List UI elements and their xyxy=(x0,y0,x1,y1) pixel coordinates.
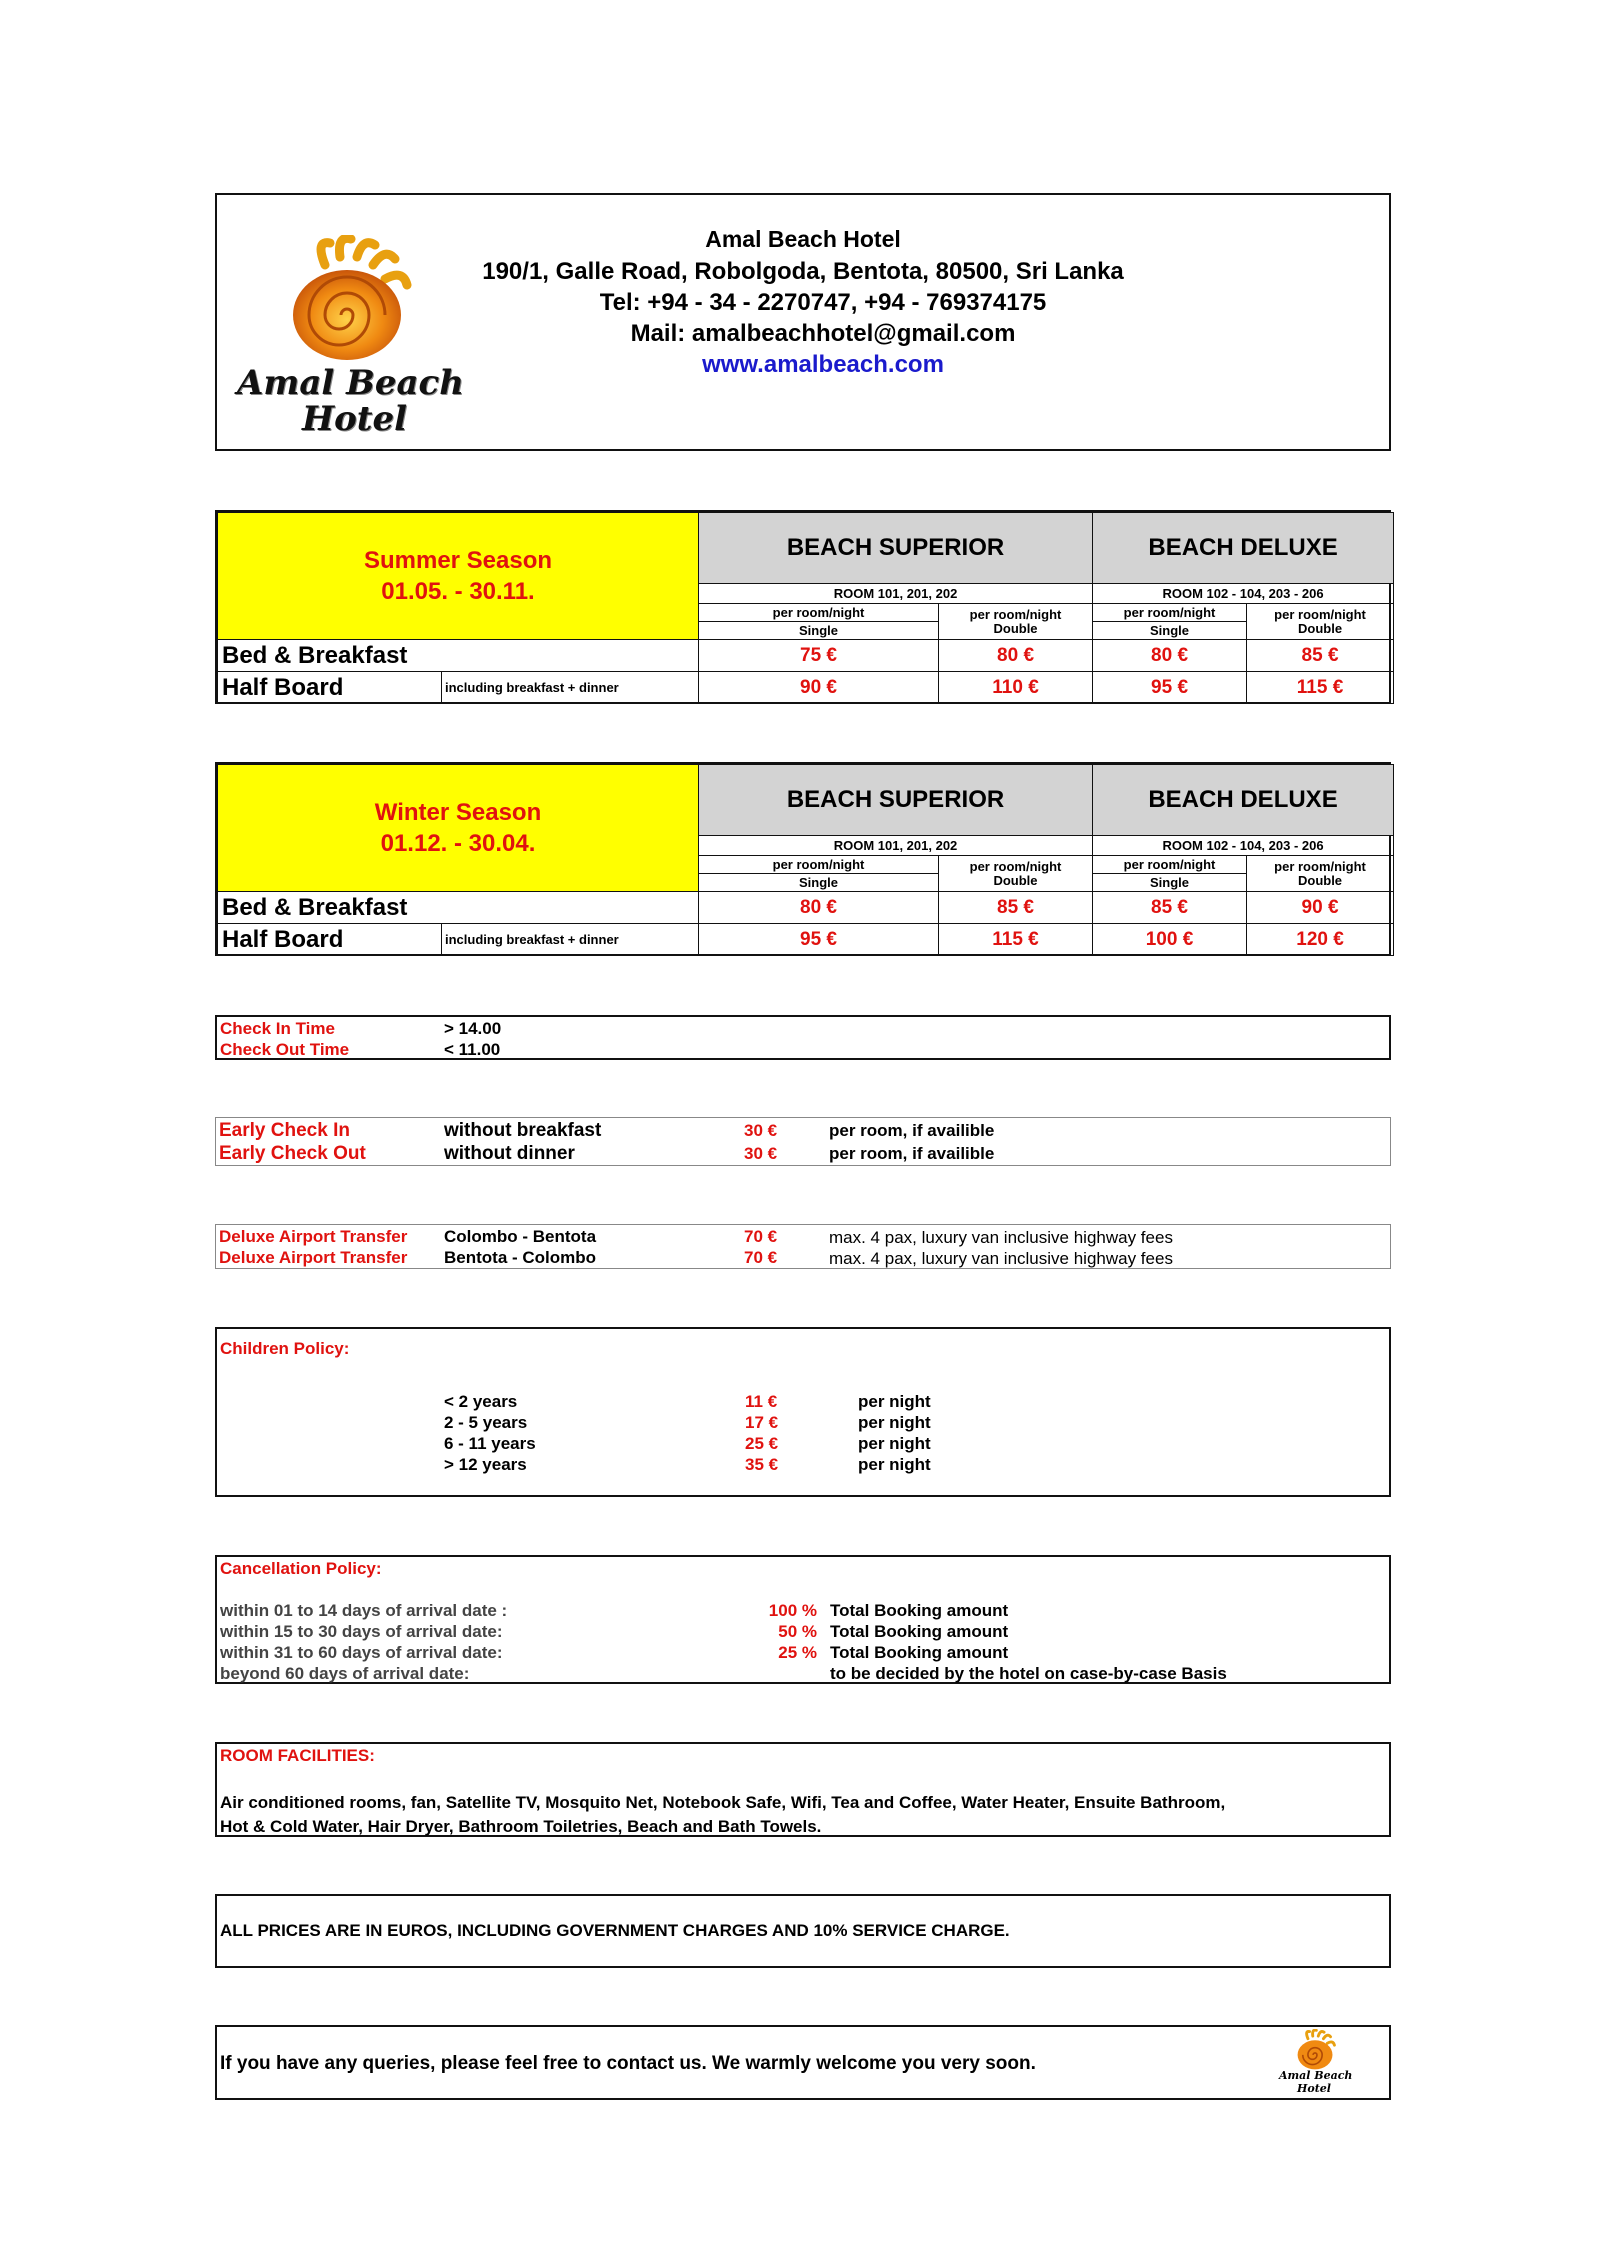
deluxe-rooms: ROOM 102 - 104, 203 - 206 xyxy=(1093,584,1394,604)
checkin-box xyxy=(215,1015,1391,1060)
hotel-address: 190/1, Galle Road, Robolgoda, Bentota, 80500, Sri Lanka xyxy=(482,258,1124,285)
child-price: 11 € xyxy=(745,1392,778,1411)
superior-header: BEACH SUPERIOR xyxy=(699,765,1093,836)
season-dates: 01.05. - 30.11. xyxy=(381,578,535,605)
season-name: Summer Season xyxy=(363,547,553,574)
early-desc: without dinner xyxy=(444,1143,575,1164)
logo-text-line2: Hotel xyxy=(302,399,408,439)
price-cell: 110 € xyxy=(939,672,1093,704)
price-cell: 95 € xyxy=(699,924,939,956)
footer-logo-line1: Amal Beach xyxy=(1279,2069,1353,2082)
season-dates: 01.12. - 30.04. xyxy=(380,830,536,857)
superior-rooms: ROOM 101, 201, 202 xyxy=(699,584,1093,604)
per-room-label: per room/night xyxy=(699,604,939,622)
price-cell: 80 € xyxy=(939,640,1093,672)
transfer-price: 70 € xyxy=(744,1227,778,1246)
single-label: Single xyxy=(1093,622,1247,640)
per-room-label: per room/night Double xyxy=(939,604,1093,640)
facilities-line: Hot & Cold Water, Hair Dryer, Bathroom Toiletries, Beach and Bath Towels. xyxy=(220,1817,822,1836)
transfer-label: Deluxe Airport Transfer xyxy=(219,1227,408,1246)
deluxe-header: BEACH DELUXE xyxy=(1093,765,1394,836)
single-label: Single xyxy=(1093,874,1247,892)
season-cell xyxy=(218,513,699,640)
children-policy-title: Children Policy: xyxy=(220,1339,350,1358)
early-box xyxy=(215,1117,1391,1166)
deluxe-header: BEACH DELUXE xyxy=(1093,513,1394,584)
footer-text: If you have any queries, please feel free to contact us. We warmly welcome you very soon. xyxy=(220,2053,1036,2074)
cancel-text: to be decided by the hotel on case-by-case Basis xyxy=(830,1664,1227,1683)
child-unit: per night xyxy=(858,1413,931,1432)
child-price: 25 € xyxy=(745,1434,779,1453)
cancellation-title: Cancellation Policy: xyxy=(220,1559,382,1578)
single-label: Single xyxy=(699,874,939,892)
child-unit: per night xyxy=(858,1455,931,1474)
superior-rooms: ROOM 101, 201, 202 xyxy=(699,836,1093,856)
per-room-label: per room/night xyxy=(1093,856,1247,874)
early-price: 30 € xyxy=(744,1144,778,1163)
winter-season-table xyxy=(215,762,1391,956)
child-price: 35 € xyxy=(745,1455,779,1474)
logo-text-line1: Amal Beach xyxy=(237,363,464,403)
hotel-name: Amal Beach Hotel xyxy=(705,226,901,252)
transfer-route: Bentota - Colombo xyxy=(444,1248,597,1267)
facilities-title: ROOM FACILITIES: xyxy=(220,1746,375,1765)
shell-logo-icon xyxy=(1295,2029,1337,2071)
early-label: Early Check In xyxy=(219,1120,350,1141)
per-room-label: per room/night xyxy=(1093,604,1247,622)
half-board-note: including breakfast + dinner xyxy=(442,924,699,956)
per-room-label: per room/night Double xyxy=(1247,856,1394,892)
cancellation-box xyxy=(215,1555,1391,1684)
prices-note: ALL PRICES ARE IN EUROS, INCLUDING GOVERNMENT CHARGES AND 10% SERVICE CHARGE. xyxy=(220,1921,1010,1940)
half-board-label: Half Board xyxy=(218,924,442,956)
transfer-label: Deluxe Airport Transfer xyxy=(219,1248,408,1267)
per-room-label: per room/night Double xyxy=(1247,604,1394,640)
price-cell: 85 € xyxy=(1093,892,1247,924)
footer-logo-line2: Hotel xyxy=(1297,2082,1331,2095)
footer-box xyxy=(215,2025,1391,2100)
hotel-mail: Mail: amalbeachhotel@gmail.com xyxy=(630,320,1016,347)
hotel-header xyxy=(215,193,1391,451)
checkout-value: < 11.00 xyxy=(444,1040,501,1059)
child-age: 2 - 5 years xyxy=(444,1413,528,1432)
price-cell: 85 € xyxy=(939,892,1093,924)
transfer-note: max. 4 pax, luxury van inclusive highway fees xyxy=(829,1228,1173,1247)
price-cell: 90 € xyxy=(1247,892,1394,924)
early-label: Early Check Out xyxy=(219,1143,366,1164)
price-cell: 80 € xyxy=(1093,640,1247,672)
season-name: Winter Season xyxy=(374,799,542,826)
checkout-label: Check Out Time xyxy=(220,1040,350,1059)
cancel-period: within 15 to 30 days of arrival date: xyxy=(220,1622,503,1641)
superior-header: BEACH SUPERIOR xyxy=(699,513,1093,584)
price-cell: 100 € xyxy=(1093,924,1247,956)
cancel-pct: 50 % xyxy=(778,1622,817,1641)
facilities-line: Air conditioned rooms, fan, Satellite TV, Mosquito Net, Notebook Safe, Wifi, Tea and Coffee, Water Heater, Ensuite Bathroom, xyxy=(220,1793,1226,1812)
price-cell: 90 € xyxy=(699,672,939,704)
child-unit: per night xyxy=(858,1434,931,1453)
transfer-price: 70 € xyxy=(744,1248,778,1267)
cancel-text: Total Booking amount xyxy=(830,1601,1009,1620)
prices-note-box xyxy=(215,1894,1391,1968)
summer-season-table xyxy=(215,510,1391,704)
bed-breakfast-label: Bed & Breakfast xyxy=(218,640,699,672)
transfer-route: Colombo - Bentota xyxy=(444,1227,597,1246)
price-cell: 115 € xyxy=(1247,672,1394,704)
cancel-text: Total Booking amount xyxy=(830,1622,1009,1641)
transfer-note: max. 4 pax, luxury van inclusive highway fees xyxy=(829,1249,1173,1268)
cancel-period: within 01 to 14 days of arrival date : xyxy=(220,1601,508,1620)
deluxe-rooms: ROOM 102 - 104, 203 - 206 xyxy=(1093,836,1394,856)
cancel-pct: 100 % xyxy=(768,1601,817,1620)
early-note: per room, if availible xyxy=(829,1121,995,1140)
cancel-pct: 25 % xyxy=(778,1643,817,1662)
hotel-tel: Tel: +94 - 34 - 2270747, +94 - 769374175 xyxy=(599,289,1047,316)
price-cell: 120 € xyxy=(1247,924,1394,956)
transfer-box xyxy=(215,1224,1391,1269)
per-room-label: per room/night xyxy=(699,856,939,874)
child-price: 17 € xyxy=(745,1413,779,1432)
season-cell xyxy=(218,765,699,892)
half-board-note: including breakfast + dinner xyxy=(442,672,699,704)
checkin-value: > 14.00 xyxy=(444,1019,502,1038)
single-label: Single xyxy=(699,622,939,640)
child-age: 6 - 11 years xyxy=(444,1434,536,1453)
early-desc: without breakfast xyxy=(444,1120,602,1141)
early-note: per room, if availible xyxy=(829,1144,995,1163)
checkin-label: Check In Time xyxy=(220,1019,335,1038)
bed-breakfast-label: Bed & Breakfast xyxy=(218,892,699,924)
cancel-period: beyond 60 days of arrival date: xyxy=(220,1664,470,1683)
price-cell: 95 € xyxy=(1093,672,1247,704)
hotel-website[interactable]: www.amalbeach.com xyxy=(702,351,944,378)
price-cell: 75 € xyxy=(699,640,939,672)
facilities-box xyxy=(215,1742,1391,1837)
cancel-period: within 31 to 60 days of arrival date: xyxy=(220,1643,503,1662)
early-price: 30 € xyxy=(744,1121,778,1140)
price-cell: 80 € xyxy=(699,892,939,924)
child-unit: per night xyxy=(858,1392,931,1411)
price-cell: 115 € xyxy=(939,924,1093,956)
half-board-label: Half Board xyxy=(218,672,442,704)
child-age: > 12 years xyxy=(444,1455,527,1474)
per-room-label: per room/night Double xyxy=(939,856,1093,892)
price-cell: 85 € xyxy=(1247,640,1394,672)
children-policy-box xyxy=(215,1327,1391,1497)
cancel-text: Total Booking amount xyxy=(830,1643,1009,1662)
child-age: < 2 years xyxy=(444,1392,518,1411)
